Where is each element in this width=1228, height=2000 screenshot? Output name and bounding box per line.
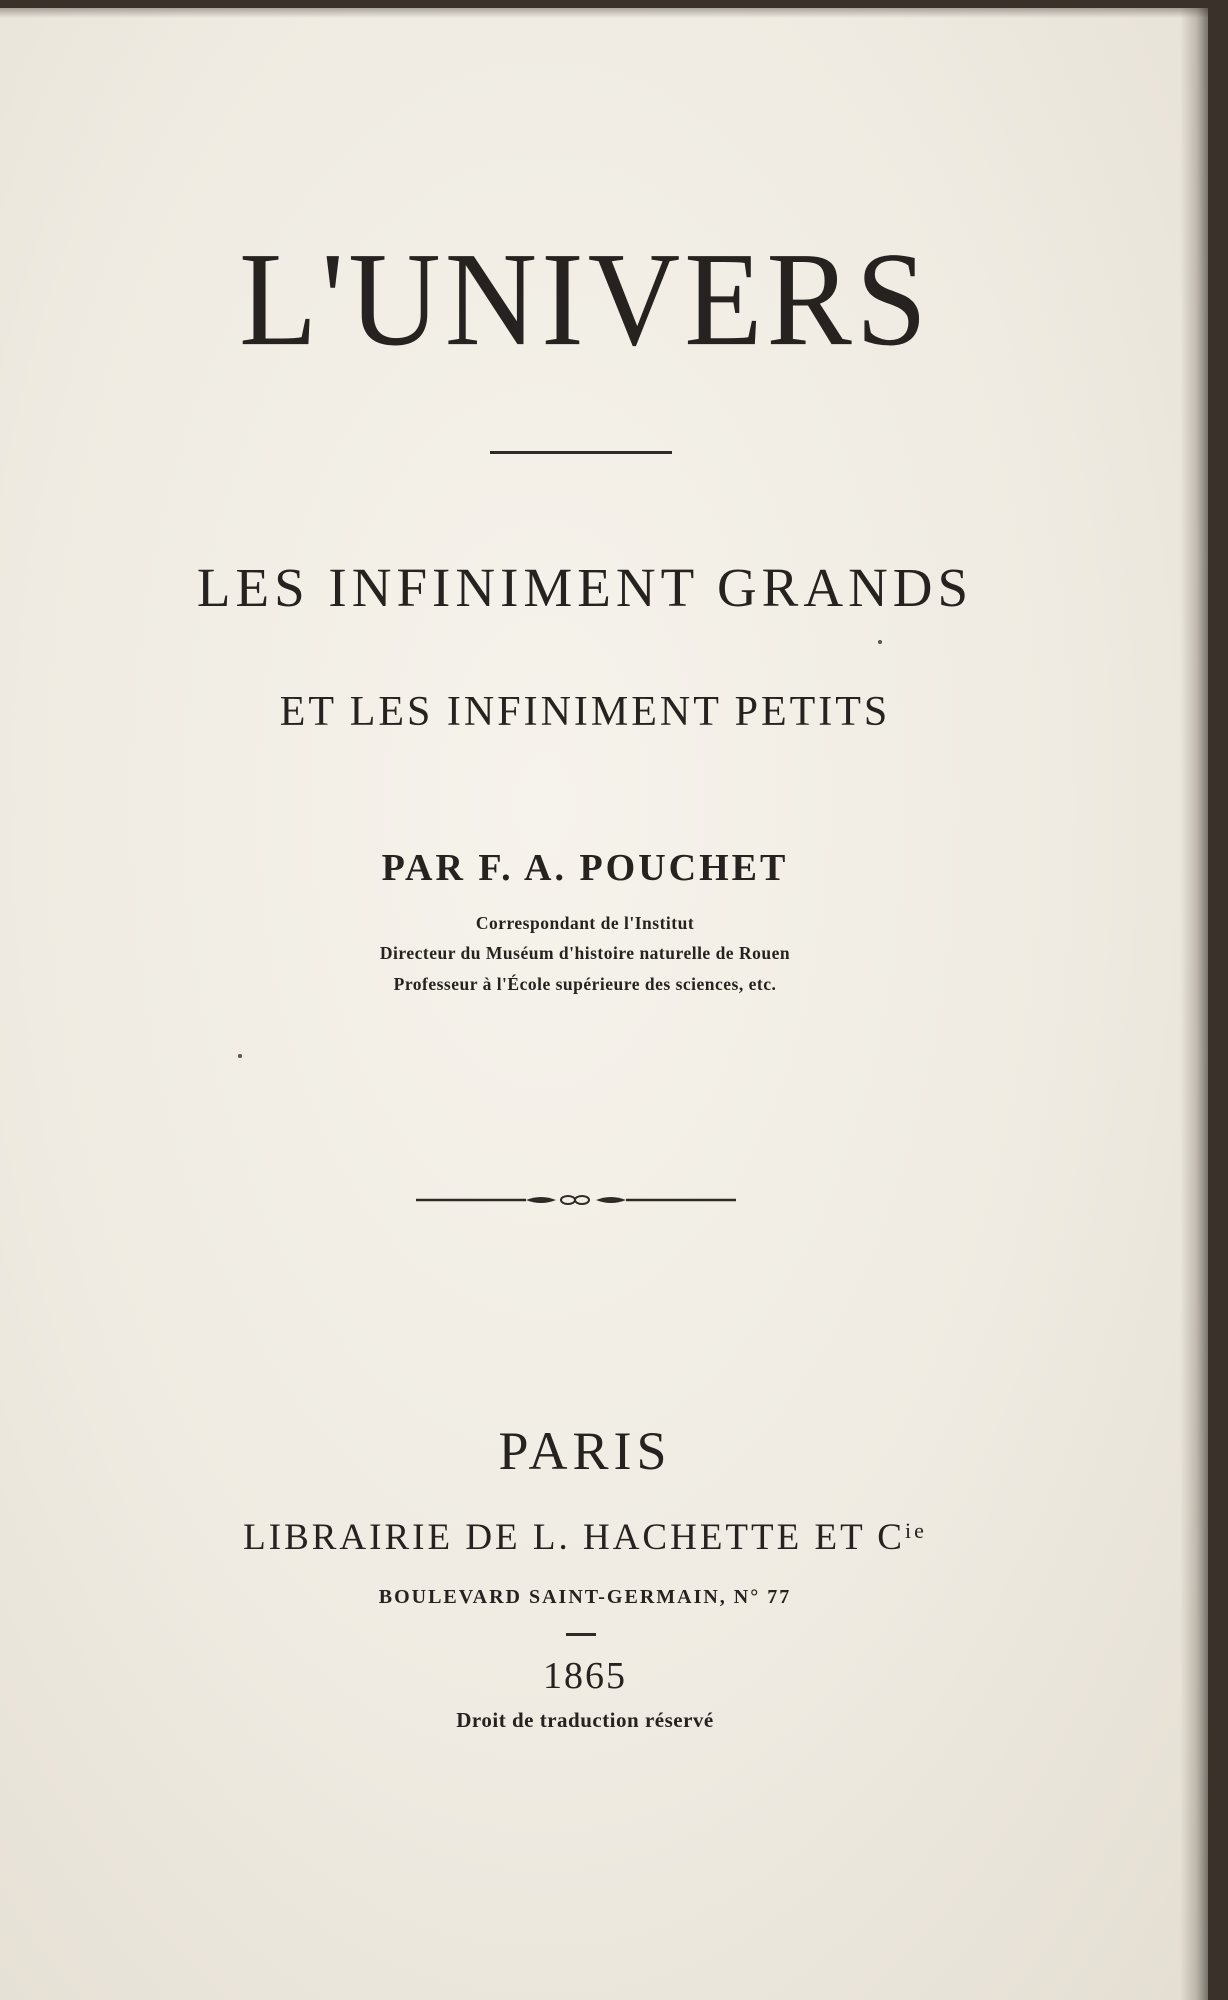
book-title: L'UNIVERS [239, 224, 931, 374]
author-credential-2: Directeur du Muséum d'histoire naturelle de Rouen [379, 943, 791, 963]
publisher-address: BOULEVARD SAINT-GERMAIN, N° 77 [378, 1586, 792, 1608]
author-line: PAR F. A. POUCHET [381, 847, 789, 889]
publication-year: 1865 [543, 1655, 627, 1697]
short-rule [566, 1633, 596, 1636]
author-credential-1: Correspondant de l'Institut [475, 913, 695, 933]
rights-notice: Droit de traduction réservé [456, 1708, 714, 1732]
ink-speck [238, 1054, 242, 1058]
title-rule [490, 451, 672, 454]
publisher-superscript: ie [904, 1518, 927, 1543]
ink-speck [878, 640, 882, 644]
publisher-line [0, 1516, 1170, 1559]
publisher-name: LIBRAIRIE DE L. HACHETTE ET C [243, 1517, 905, 1558]
author-credential-3: Professeur à l'École supérieure des sciences, etc. [393, 974, 777, 994]
page-top-shadow [0, 8, 1208, 18]
decorative-ornament-rule [416, 1188, 736, 1212]
subtitle-line-1: LES INFINIMENT GRANDS [196, 557, 974, 618]
page-right-edge-shadow [1180, 8, 1208, 2000]
publication-city: PARIS [498, 1421, 672, 1481]
book-title-page [0, 8, 1208, 2000]
subtitle-line-2: ET LES INFINIMENT PETITS [279, 689, 891, 735]
